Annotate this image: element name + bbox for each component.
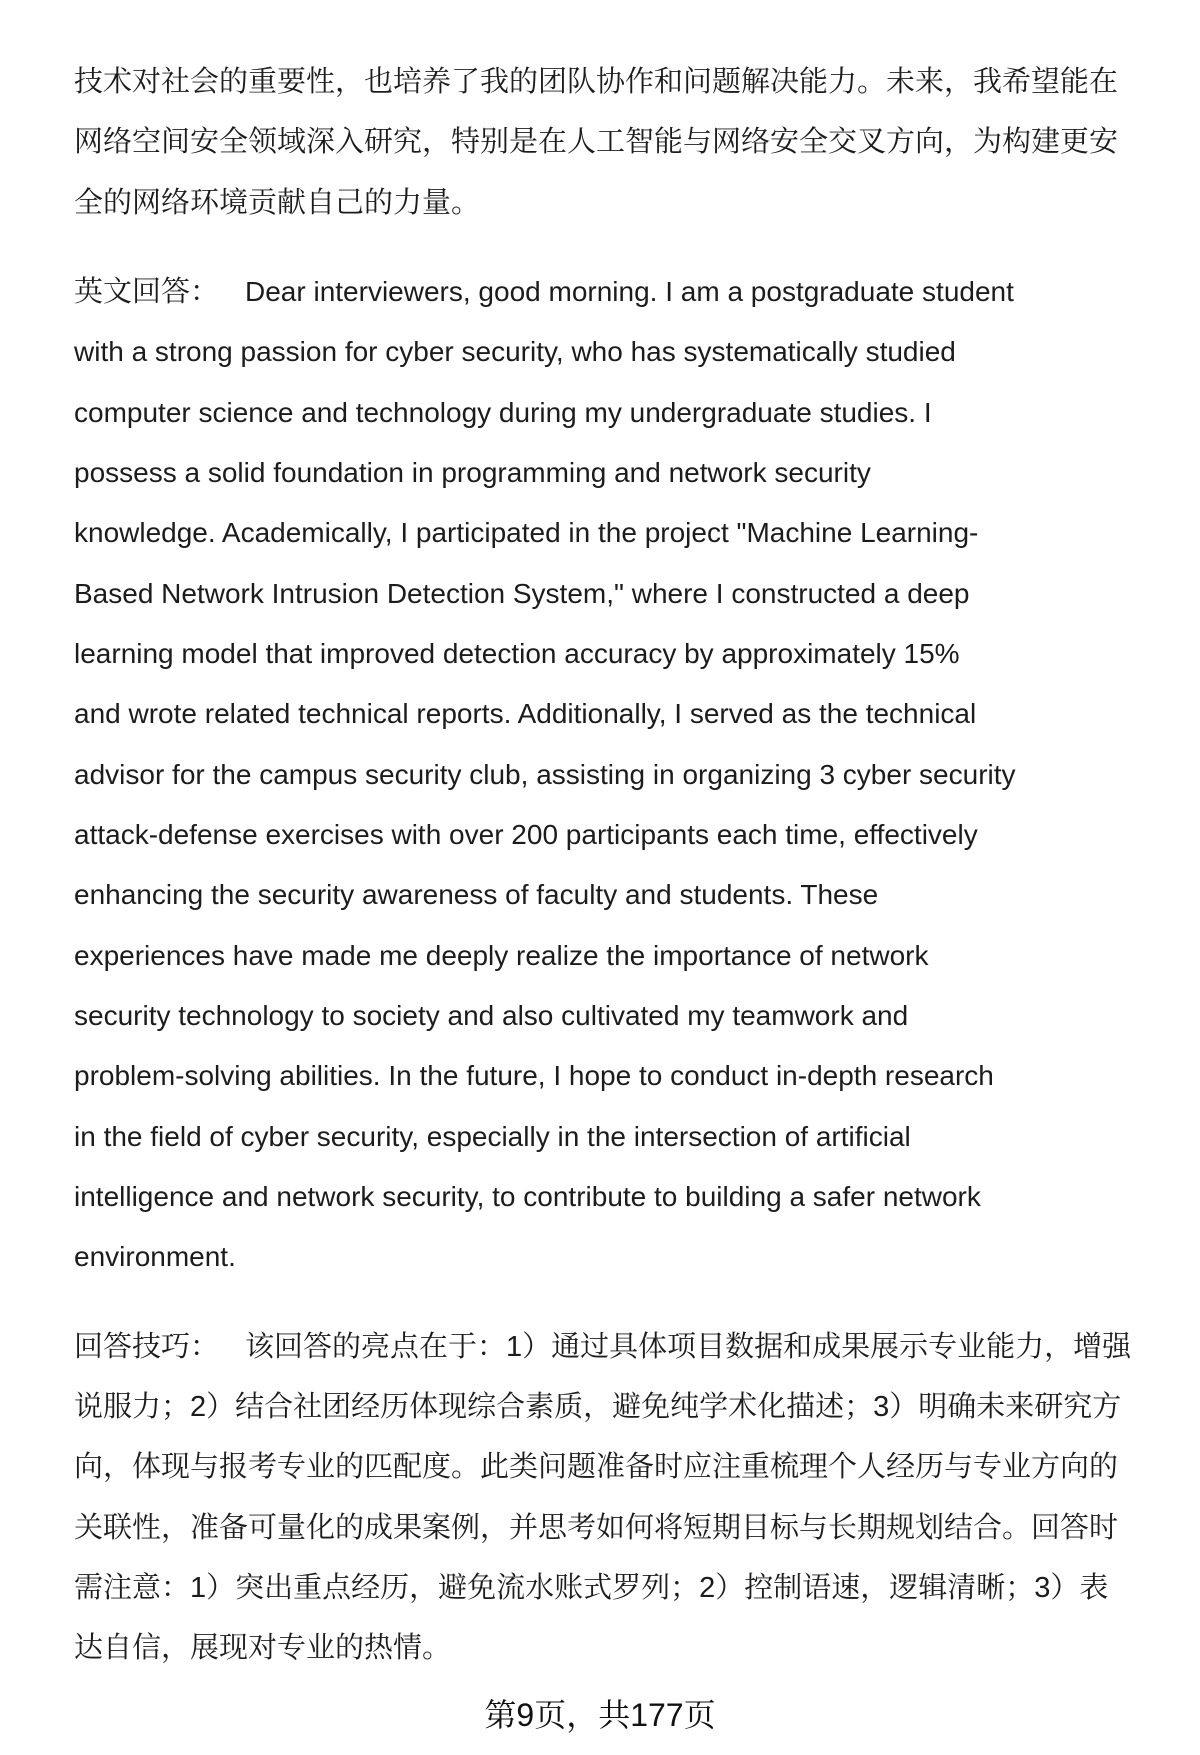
- continuation-paragraph: [74, 52, 1184, 233]
- text-line: environment.: [74, 1241, 236, 1273]
- text-line: Based Network Intrusion Detection System," where I constructed a deep: [74, 577, 970, 609]
- text-line: attack-defense exercises with over 200 participants each time, effectively: [74, 818, 978, 850]
- text-line: enhancing the security awareness of faculty and students. These: [74, 879, 879, 911]
- english-answer-label: 英文回答：: [74, 275, 220, 308]
- answer-tips-label: 回答技巧：: [74, 1330, 220, 1363]
- text-line: 关联性，准备可量化的成果案例，并思考如何将短期目标与长期规划结合。回答时: [74, 1511, 1119, 1544]
- text-line: with a strong passion for cyber security, who has systematically studied: [74, 336, 956, 368]
- page-number-footer: 第9页，共177页: [484, 1697, 716, 1733]
- english-answer-paragraph: [74, 262, 1184, 1288]
- text-line: possess a solid foundation in programming and network security: [74, 456, 871, 488]
- text-line: in the field of cyber security, especially in the intersection of artificial: [74, 1120, 911, 1152]
- text-line: 全的网络环境贡献自己的力量。: [74, 186, 481, 219]
- text-line: 技术对社会的重要性，也培养了我的团队协作和问题解决能力。未来，我希望能在: [74, 66, 1119, 98]
- text-line: intelligence and network security, to contribute to building a safer network: [74, 1180, 981, 1212]
- page-content: [74, 52, 1184, 1679]
- text-line: 网络空间安全领域深入研究，特别是在人工智能与网络安全交叉方向，为构建更安: [74, 126, 1119, 159]
- text-line: advisor for the campus security club, assisting in organizing 3 cyber security: [74, 758, 1016, 790]
- text-line: experiences have made me deeply realize the importance of network: [74, 939, 929, 971]
- text-line: knowledge. Academically, I participated in the project "Machine Learning-: [74, 517, 979, 549]
- text-line: security technology to society and also cultivated my teamwork and: [74, 999, 909, 1031]
- text-line: 向，体现与报考专业的匹配度。此类问题准备时应注重梳理个人经历与专业方向的: [74, 1451, 1119, 1484]
- text-line: 需注意：1）突出重点经历，避免流水账式罗列；2）控制语速，逻辑清晰；3）表: [74, 1571, 1109, 1604]
- english-answer-first-line: Dear interviewers, good morning. I am a postgraduate student: [245, 275, 1014, 307]
- text-line: learning model that improved detection accuracy by approximately 15%: [74, 637, 960, 669]
- text-line: problem-solving abilities. In the future, I hope to conduct in-depth research: [74, 1060, 994, 1092]
- text-line: 达自信，展现对专业的热情。: [74, 1632, 452, 1665]
- answer-tips-first-line: 该回答的亮点在于：1）通过具体项目数据和成果展示专业能力，增强: [245, 1330, 1132, 1363]
- text-line: and wrote related technical reports. Additionally, I served as the technical: [74, 698, 977, 730]
- text-line: [74, 262, 1184, 322]
- text-line: 说服力；2）结合社团经历体现综合素质，避免纯学术化描述；3）明确未来研究方: [74, 1390, 1122, 1423]
- answer-tips-paragraph: [74, 1317, 1184, 1679]
- text-line: [74, 1317, 1184, 1377]
- text-line: computer science and technology during my undergraduate studies. I: [74, 396, 932, 428]
